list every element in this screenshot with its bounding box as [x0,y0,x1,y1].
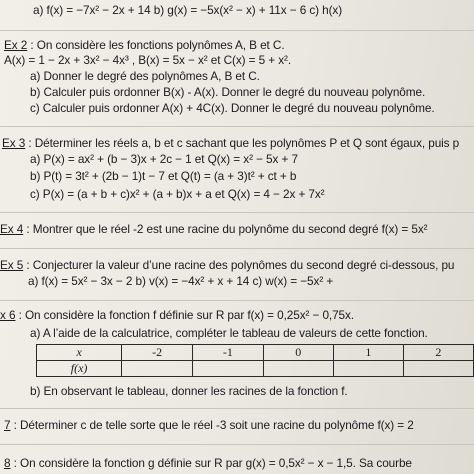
ex2-label: Ex 2 [4,38,28,52]
ex2-heading [4,38,285,52]
table-header-fx: f(x) [37,361,122,377]
ex3-label: Ex 3 [2,136,26,150]
table-cell-empty [263,361,333,377]
ex7-statement: : Déterminer c de telle sorte que le réel -3 soit une racine du polynôme f(x) = 2 [10,418,414,432]
ex3-question-c: c) P(x) = (a + b + c)x² + (a + b)x + a et Q(x) = 4 − 2x + 7x² [30,187,325,201]
ex5-statement: : Conjecturer la valeur d’une racine des polynômes du second degré ci-dessous, pu [23,258,455,272]
ex3-statement: : Déterminer les réels a, b et c sachant que les polynômes P et Q sont égaux, puis p [25,136,460,150]
values-table [36,344,474,377]
ex6-statement: : On considère la fonction f définie sur R par f(x) = 0,25x² − 0,75x. [15,308,354,322]
ex5-functions-row: a) f(x) = 5x² − 3x − 2 b) v(x) = −4x² + x + 14 c) w(x) = −5x² + [28,274,334,288]
divider [0,408,474,409]
table-cell: -1 [192,345,263,361]
table-cell: 0 [263,345,333,361]
ex6-label: x 6 [0,308,16,322]
ex8-heading [4,456,412,470]
table-row [37,361,474,377]
ex7-heading [4,418,414,432]
ex1-functions-row: a) f(x) = −7x² − 2x + 14 b) g(x) = −5x(x² − x) + 11x − 6 c) h(x) [33,3,343,17]
ex5-heading [0,258,454,272]
table-row [37,345,474,361]
ex6-heading [0,308,354,322]
divider [0,30,474,31]
table-cell-empty [192,361,263,377]
ex6-question-b: b) En observant le tableau, donner les racines de la fonction f. [30,384,348,398]
ex4-label: Ex 4 [0,222,24,236]
ex8-label: 8 [4,456,11,470]
ex5-label: Ex 5 [0,258,24,272]
divider [0,300,474,301]
ex8-statement: : On considère la fonction g définie sur R par g(x) = 0,5x² − x − 1,5. Sa courbe [10,456,412,470]
table-cell: -2 [122,345,193,361]
ex6-question-a: a) A l’aide de la calculatrice, compléter le tableau de valeurs de cette fonction. [30,326,428,340]
table-cell-empty [333,361,403,377]
divider [0,126,474,127]
table-cell-empty [403,361,473,377]
ex4-heading [0,222,427,236]
table-cell: 1 [333,345,403,361]
ex4-statement: : Montrer que le réel -2 est une racine du polynôme du second degré f(x) = 5x² [23,222,428,236]
ex2-question-a: a) Donner le degré des polynômes A, B et C. [30,69,260,83]
table-cell-empty [122,361,193,377]
ex3-heading [2,136,459,150]
divider [0,444,474,445]
ex2-statement: : On considère les fonctions polynômes A, B et C. [27,38,285,52]
table-cell: 2 [403,345,473,361]
ex2-definitions: A(x) = 1 − 2x + 3x² − 4x³ , B(x) = 5x − x² et C(x) = 5 + x². [4,53,292,67]
ex7-label: 7 [4,418,11,432]
table-header-x: x [37,345,122,361]
ex2-question-b: b) Calculer puis ordonner B(x) - A(x). Donner le degré du nouveau polynôme. [30,85,426,99]
ex2-question-c: c) Calculer puis ordonner A(x) + 4C(x). Donner le degré du nouveau polynôme. [30,101,435,115]
divider [0,248,474,249]
ex3-question-a: a) P(x) = ax² + (b − 3)x + 2c − 1 et Q(x) = x² − 5x + 7 [30,152,298,166]
divider [0,212,474,213]
ex3-question-b: b) P(t) = 3t² + (2b − 1)t − 7 et Q(t) = (a + 3)t² + ct + b [30,169,297,183]
